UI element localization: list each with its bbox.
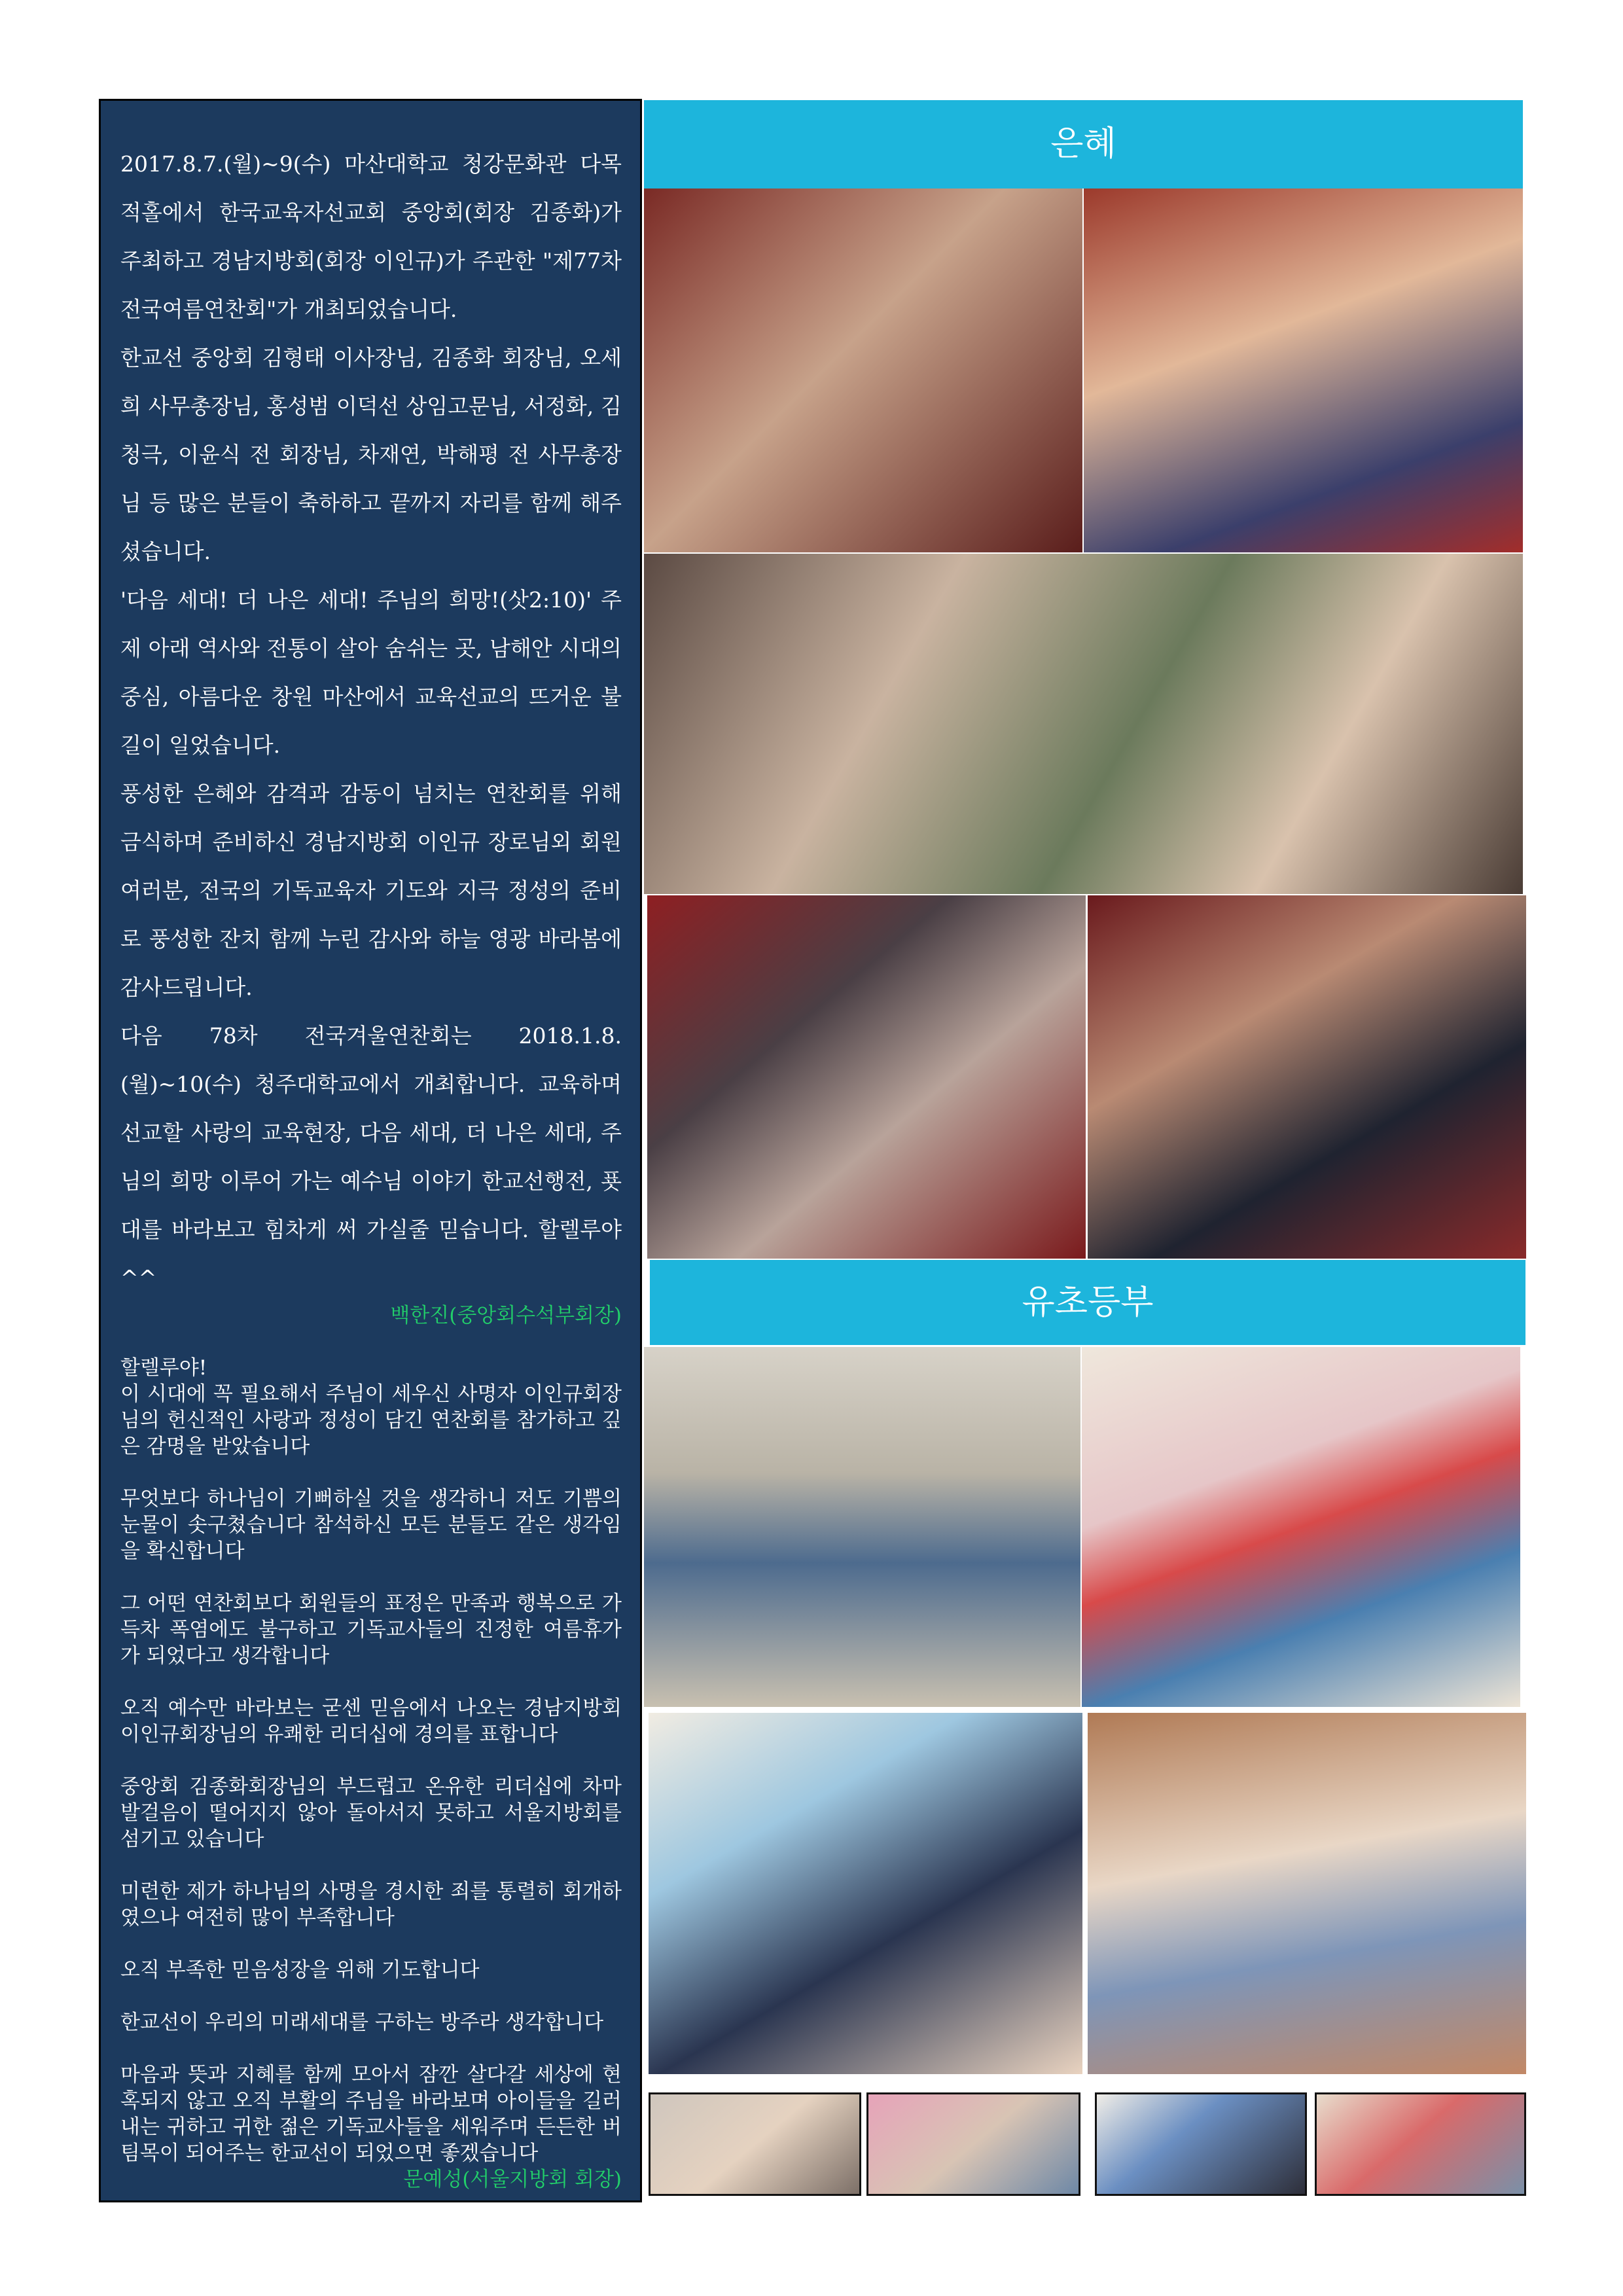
- photo-thumb-boy-meal: [649, 2092, 861, 2196]
- signature-baek: 백한진(중앙회수석부회장): [390, 1304, 622, 1327]
- article-text-column: [99, 99, 642, 2202]
- photo-hug: [647, 895, 1086, 1259]
- paragraph: 중앙회 김종화회장님의 부드럽고 온유한 리더십에 차마 발걸음이 떨어지지 않아 돌아서지 못하고 서울지방회를 섬기고 있습니다: [120, 1775, 622, 1851]
- section-header-grace: 은혜: [644, 100, 1523, 188]
- article-part1: [120, 140, 622, 1329]
- signature-moon: 문예성(서울지방회 회장): [403, 2168, 622, 2191]
- paragraph: '다음 세대! 더 나은 세대! 주님의 희망!(삿2:10)' 주제 아래 역사와 전통이 살아 숨쉬는 곳, 남해안 시대의 중심, 아름다운 창원 마산에서 교육선교의 뜨거운 불길이 일었습니다.: [120, 587, 622, 758]
- paragraph: 2017.8.7.(월)~9(수) 마산대학교 청강문화관 다목적홀에서 한국교육자선교회 중앙회(회장 김종화)가 주최하고 경남지방회(회장 이인규)가 주관한 "제77차 전국여름연찬회"가 개최되었습니다.: [120, 151, 622, 322]
- paragraph: 풍성한 은혜와 감격과 감동이 넘치는 연찬회를 위해 금식하며 준비하신 경남지방회 이인규 장로님외 회원 여러분, 전국의 기독교육자 기도와 지극 정성의 준비로 풍성한 잔치 함께 누린 감사와 하늘 영광 바라봄에 감사드립니다.: [120, 781, 622, 1000]
- paragraph: 오직 부족한 믿음성장을 위해 기도합니다: [120, 1958, 480, 1982]
- photo-thumb-kids-glasses: [1315, 2092, 1526, 2196]
- paragraph: 한교선이 우리의 미래세대를 구하는 방주라 생각합니다: [120, 2011, 604, 2034]
- paragraph: 미련한 제가 하나님의 사명을 경시한 죄를 통렬히 회개하였으나 여전히 많이 부족합니다: [120, 1880, 622, 1929]
- paragraph: 한교선 중앙회 김형태 이사장님, 김종화 회장님, 오세희 사무총장님, 홍성범 이덕선 상임고문님, 서정화, 김청극, 이윤식 전 회장님, 차재연, 박해평 전 사무총장님 등 많은 분들이 축하하고 끝까지 자리를 함께 해주셨습니다.: [120, 345, 622, 564]
- photo-group-prayer: [644, 554, 1523, 894]
- photo-thumb-kids-singing: [1095, 2092, 1307, 2196]
- photo-singing-woman: [644, 188, 1082, 552]
- paragraph: 그 어떤 연찬회보다 회원들의 표정은 만족과 행복으로 가득차 폭염에도 불구하고 기독교사들의 진정한 여름휴가가 되었다고 생각합니다: [120, 1592, 622, 1668]
- paragraph: 무엇보다 하나님이 기뻐하실 것을 생각하니 저도 기쁨의 눈물이 솟구쳤습니다 참석하신 모든 분들도 같은 생각임을 확신합니다: [120, 1487, 622, 1563]
- photo-thumb-teachers: [866, 2092, 1080, 2196]
- paragraph: 마음과 뜻과 지혜를 함께 모아서 잠깐 살다갈 세상에 현혹되지 않고 오직 부활의 주님을 바라보며 아이들을 길러내는 귀하고 귀한 젊은 기독교사들을 세워주며 든든한 버팀목이 되어주는 한교선이 되었으면 좋겠습니다: [120, 2063, 622, 2165]
- paragraph: 할렐루야! 이 시대에 꼭 필요해서 주님이 세우신 사명자 이인규회장님의 헌신적인 사랑과 정성이 담긴 연찬회를 참가하고 깊은 감명을 받았습니다: [120, 1356, 622, 1458]
- photo-cheering-woman: [1088, 895, 1526, 1259]
- paragraph: 다음 78차 전국겨울연찬회는 2018.1.8.(월)~10(수) 청주대학교에서 개최합니다. 교육하며 선교할 사랑의 교육현장, 다음 세대, 더 나은 세대, 주님의 희망 이루어 가는 예수님 이야기 한교선행전, 푯대를 바라보고 힘차게 써 가실줄 믿습니다. 할렐루야^^: [120, 1023, 622, 1291]
- article-part2: [120, 1355, 622, 2193]
- photo-kids-artwork-wall: [1082, 1347, 1520, 1707]
- section-header-kids: 유초등부: [650, 1260, 1525, 1345]
- photo-kids-dancing: [1088, 1713, 1526, 2074]
- photo-classroom-kids: [644, 1347, 1080, 1707]
- photo-boy-praising: [649, 1713, 1082, 2074]
- paragraph: 오직 예수만 바라보는 굳센 믿음에서 나오는 경남지방회 이인규회장님의 유쾌한 리더십에 경의를 표합니다: [120, 1696, 622, 1746]
- photo-clapping-man: [1084, 188, 1523, 552]
